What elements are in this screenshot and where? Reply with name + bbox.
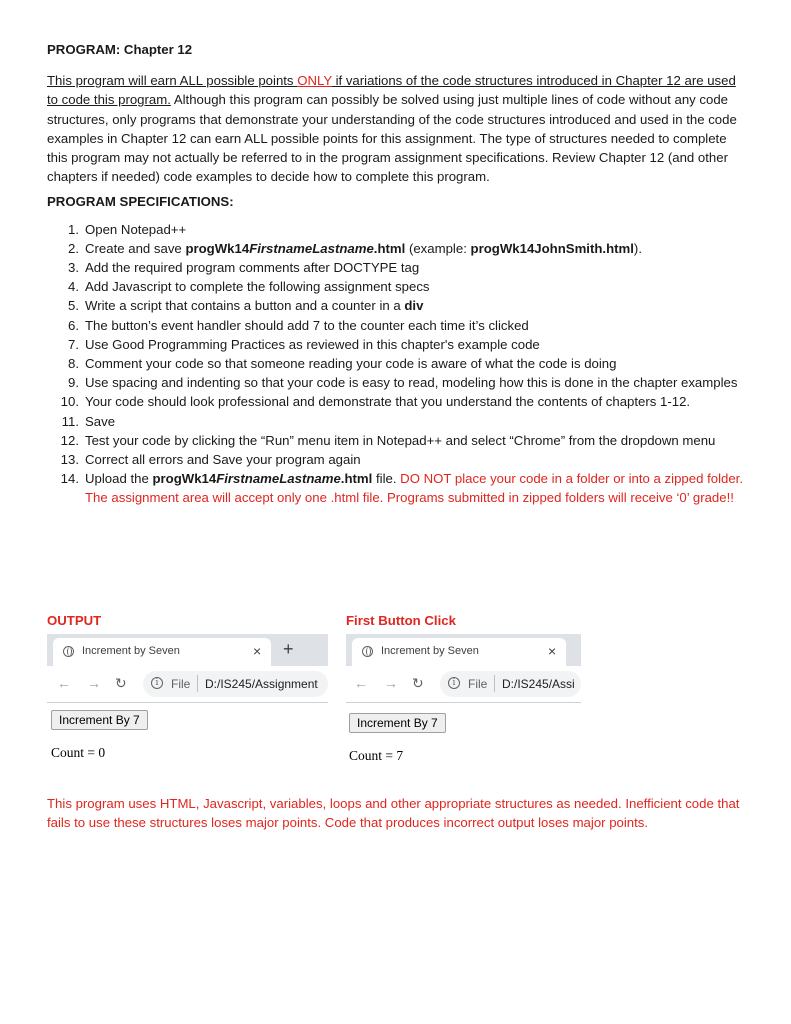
address-bar [47,666,328,703]
spec-text: Add the required program comments after DOCTYPE tag [85,260,420,276]
spec-text: Add Javascript to complete the following assignment specs [85,279,430,295]
spec-item [47,373,747,392]
spec-text [85,241,642,256]
spec-number: 10. [60,394,79,410]
url-text: D:/IS245/Assignment [205,677,318,691]
spec-text [85,298,423,313]
first-click-heading: First Button Click [346,613,456,628]
spec-text: Use Good Programming Practices as reviewed in this chapter's example code [85,336,540,352]
count-display: Count = 7 [349,748,404,763]
new-tab-icon[interactable]: + [283,639,294,659]
count-display: Count = 0 [51,745,106,760]
address-bar [346,666,581,703]
reload-icon[interactable]: ↻ [412,675,424,691]
close-icon[interactable]: × [548,643,557,659]
browser-tab-strip [47,634,328,666]
spec-number: 12. [60,432,79,448]
spec-item [47,412,747,431]
specifications-list [47,220,747,508]
spec-text: Open Notepad++ [85,221,187,237]
back-arrow-icon[interactable]: ← [57,675,71,691]
url-field[interactable] [143,671,328,697]
spec-number: 8. [68,356,79,372]
filename-example: progWk14JohnSmith.html [470,240,634,256]
upload-warning: DO NOT place your code in a folder or into a zipped folder. The assignment area will accept only one .html file. Programs submitted in zipped folders will receive ‘0’ grade!! [85,471,743,506]
filename-ext: .html [340,471,373,487]
intro-only-emphasis: ONLY [297,73,332,89]
div-keyword: div [404,298,424,314]
spec-text: Test your code by clicking the “Run” menu item in Notepad++ and select “Chrome” from the dropdown menu [85,432,716,448]
grading-note: This program uses HTML, Javascript, variables, loops and other appropriate structures as needed. Inefficient code that fails to use these structures loses major points. Code that produces incorrect output loses major points. [47,796,740,831]
first-click-panel [346,612,581,763]
page-title: PROGRAM: Chapter 12 [47,42,193,57]
spec-number: 3. [68,260,79,276]
spec-text: The button’s event handler should add 7 to the counter each time it’s clicked [85,317,529,333]
filename-ext: .html [373,240,406,256]
spec-text-part: file. [372,471,401,487]
output-screenshots [47,612,747,782]
browser-tab-strip [346,634,581,666]
globe-icon [362,646,373,657]
tab-title: Increment by Seven [381,645,479,657]
output-panel [47,612,328,760]
spec-number: 2. [68,240,79,256]
forward-arrow-icon[interactable]: → [87,675,101,691]
spec-text: Your code should look professional and demonstrate that you understand the contents of chapters 1-12. [85,394,691,410]
forward-arrow-icon[interactable]: → [384,675,398,691]
spec-number: 5. [68,298,79,314]
output-heading: OUTPUT [47,613,102,628]
spec-item [47,335,747,354]
tab-title: Increment by Seven [82,645,180,657]
spec-item [47,220,747,239]
url-text: D:/IS245/Assi [502,677,575,691]
spec-item [47,354,747,373]
file-label: File [468,677,488,691]
spec-number: 1. [68,221,79,237]
filename-prefix: progWk14 [185,240,250,256]
browser-tab[interactable] [352,638,566,666]
spec-text: Use spacing and indenting so that your code is easy to read, modeling how this is done in the chapter examples [85,375,738,391]
spec-number: 7. [68,336,79,352]
back-arrow-icon[interactable]: ← [354,675,368,691]
filename-name: FirstnameLastname [216,471,341,487]
filename-prefix: progWk14 [152,471,217,487]
spec-item [47,392,747,411]
globe-icon [63,646,74,657]
spec-text: Save [85,413,116,429]
specifications-heading: PROGRAM SPECIFICATIONS: [47,194,234,210]
spec-number: 14. [60,471,79,487]
spec-number: 4. [68,279,79,295]
spec-item [47,316,747,335]
file-label: File [171,677,191,691]
spec-number: 13. [60,452,79,468]
spec-text: Comment your code so that someone reading your code is aware of what the code is doing [85,356,617,372]
info-icon[interactable]: i [151,677,163,689]
spec-text-part: Create and save [85,240,186,256]
spec-item [47,450,747,469]
spec-text-part: (example: [405,240,471,256]
spec-item [47,296,747,315]
increment-button[interactable]: Increment By 7 [51,710,148,730]
intro-paragraph [47,71,747,186]
spec-item [47,258,747,277]
intro-underlined-start: This program will earn ALL possible points [47,73,298,89]
filename-name: FirstnameLastname [249,240,374,256]
close-icon[interactable]: × [253,643,262,659]
url-separator [494,675,495,692]
spec-text-part: ). [633,240,642,256]
info-icon[interactable]: i [448,677,460,689]
spec-number: 6. [68,317,79,333]
browser-tab[interactable] [53,638,271,666]
reload-icon[interactable]: ↻ [115,675,127,691]
url-separator [197,675,198,692]
spec-text-part: Upload the [85,471,153,487]
spec-text: Correct all errors and Save your program again [85,452,361,468]
spec-item [47,277,747,296]
url-field[interactable] [440,671,581,697]
spec-number: 11. [61,413,79,429]
intro-underlined-end: if variations of the code structures introduced in Chapter 12 are used to code this program. [47,73,736,108]
spec-item [47,431,747,450]
intro-body: Although this program can possibly be solved using just multiple lines of code without any code structures, only programs that demonstrate your understanding of the code structures introduced and used in the code examples in Chapter 12 can earn ALL possible points for this assignment. The type of structures needed to complete this program may not actually be referred to in the program assignment specifications. Review Chapter 12 (and other chapters if needed) code examples to decide how to complete this program. [47,92,737,185]
assignment-document [47,40,747,508]
increment-button[interactable]: Increment By 7 [349,713,446,733]
spec-text-part: Write a script that contains a button and a counter in a [85,298,405,314]
spec-text [85,471,743,505]
spec-number: 9. [68,375,79,391]
spec-item [47,469,747,507]
spec-item [47,239,747,258]
